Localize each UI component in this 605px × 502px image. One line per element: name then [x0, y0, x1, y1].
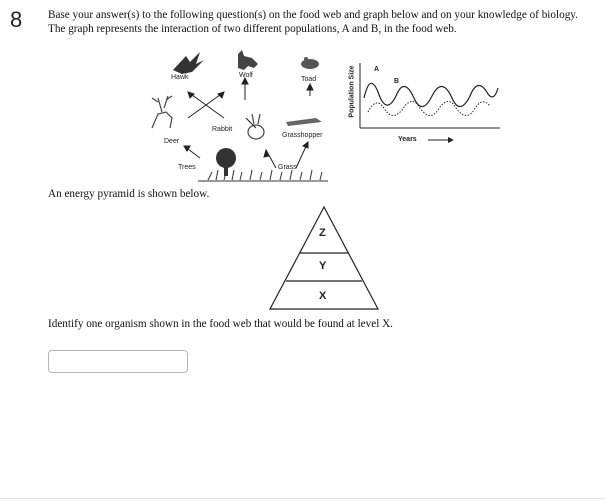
- pyramid-intro: An energy pyramid is shown below.: [48, 188, 210, 200]
- deer-icon: [152, 96, 172, 128]
- pyramid-level-x: X: [319, 290, 327, 302]
- food-web-diagram: [138, 48, 338, 190]
- years-arrowhead: [448, 137, 454, 143]
- label-rabbit: Rabbit: [212, 126, 233, 133]
- label-trees: Trees: [178, 164, 196, 171]
- energy-pyramid: [266, 205, 382, 313]
- series-a-line: [364, 83, 498, 106]
- label-toad: Toad: [301, 76, 317, 83]
- question-number: 8: [10, 7, 23, 32]
- hawk-icon: [173, 52, 204, 74]
- question-stem: Base your answer(s) to the following question(s) on the food web and graph below and on your knowledge of biology. The graph represents the interaction of two different populations, A and B, in the food web.: [48, 9, 578, 35]
- series-b-label: B: [394, 78, 400, 85]
- rabbit-icon: [248, 114, 264, 139]
- graph-xlabel: Years: [398, 136, 417, 143]
- label-wolf: Wolf: [239, 72, 253, 79]
- pyramid-level-z: Z: [319, 227, 326, 239]
- grasshopper-icon: [286, 118, 322, 126]
- population-graph: [340, 58, 505, 153]
- label-grasshopper: Grasshopper: [282, 132, 323, 139]
- label-grass: Grass: [278, 164, 297, 171]
- question-prompt: Identify one organism shown in the food web that would be found at level X.: [48, 318, 393, 330]
- graph-ylabel: Population Size: [348, 65, 356, 118]
- tree-icon: [216, 148, 236, 176]
- label-hawk: Hawk: [171, 74, 189, 81]
- answer-input[interactable]: [48, 350, 188, 373]
- pyramid-level-y: Y: [319, 260, 327, 272]
- toad-icon: [301, 57, 319, 69]
- wolf-icon: [238, 50, 258, 70]
- series-a-label: A: [374, 66, 380, 73]
- series-b-line: [368, 101, 490, 115]
- grass-icon: [198, 170, 328, 181]
- page-bottom-divider: [0, 498, 605, 499]
- label-deer: Deer: [164, 138, 180, 145]
